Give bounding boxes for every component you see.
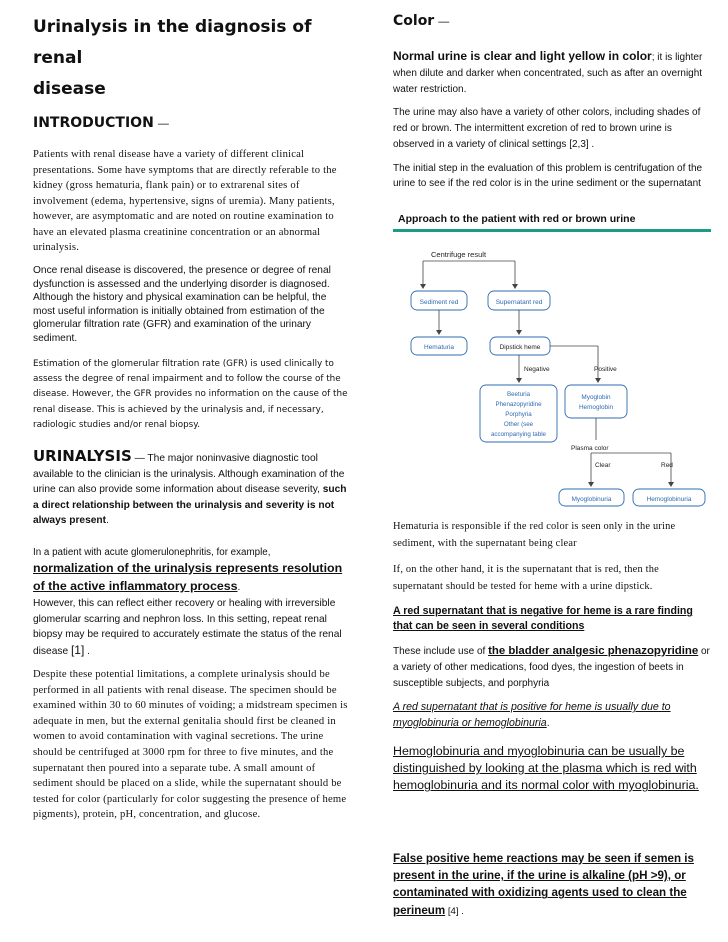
title-line-1: Urinalysis in the diagnosis of renal (33, 17, 312, 68)
diagram-title: Approach to the patient with red or brown urine (398, 213, 636, 225)
urinalysis-section (33, 449, 351, 529)
false-positive-text: False positive heme reactions may be seen if semen is present in the urine, if the urine is alkaline (pH >9), or contaminated with oxidizing agents used to clean the perineum (393, 852, 694, 917)
diagram-hemoglobinuria-label: Hemoglobinuria (646, 496, 692, 503)
gn-emphasis: normalization of the urinalysis represents resolution of the active inflammatory process (33, 561, 343, 593)
color-heading-text: Color (393, 13, 435, 29)
positive-heme-end: . (546, 716, 550, 729)
diagram-positive-label: Positive (594, 366, 617, 373)
other-hand-para: If, on the other hand, it is the supernatant that is red, then the supernatant should be tested for heme with a urine dipstick. (393, 564, 659, 592)
positive-heme-para (393, 700, 711, 731)
complete-urinalysis-para: Despite these potential limitations, a complete urinalysis should be performed in all patients with renal disease. The specimen should be examined within 30 to 60 minutes of voiding; a midstream specimen is adequate in men, but the external genitalia should first be cleaned in women to avoid contamination with vaginal secretions. The urine should be centrifuged at 3000 rpm for three to five minutes, and the supernatant then poured into a separate tube. A small amount of sediment should be placed on a slide, while the supernatant should be tested for color (particularly for color suggesting the presence of heme pigments), protein, pH, concentration, and glucose. (33, 669, 348, 821)
introduction-heading-text: INTRODUCTION (33, 115, 154, 131)
introduction-para-2: Once renal disease is discovered, the presence or degree of renal dysfunction is assessed and the underlying disorder is diagnosed. Although the history and physical examination can be helpful, the most useful information is initially obtained from estimation of the glomerular filtration rate (GFR) and examination of the urinary sediment. (33, 265, 331, 344)
color-heading-dash: — (438, 16, 450, 28)
urinalysis-heading: URINALYSIS (33, 447, 132, 465)
diagram-dipstick-label: Dipstick heme (499, 344, 541, 351)
include-lead: These include use of (393, 646, 489, 657)
flowchart-diagram (393, 208, 719, 508)
diagram-cause-item: accompanying table (490, 431, 547, 438)
diagram-hemoglobin-label: Hemoglobin (578, 404, 614, 411)
diagram-title-rule (393, 229, 711, 232)
diagram-plasma-color-label: Plasma color (571, 445, 609, 452)
page-title (33, 12, 351, 105)
introduction-para-3: Estimation of the glomerular filtration rate (GFR) is used clinically to assess the degree of renal impairment and to follow the course of the disease. However, the GFR provides no information on the cause of the renal disease. This is achieved by the urinalysis and, if necessary, radiologic studies and/or renal biopsy. (33, 359, 348, 430)
diagram-cause-item: Other (see (503, 421, 534, 428)
title-line-2: disease (33, 79, 106, 99)
gn-emphasis-end: . (237, 582, 241, 593)
diagram-cause-item: Phenazopyridine (495, 401, 542, 408)
diagram-arrowhead (512, 284, 518, 289)
gn-rest: However, this can reflect either recovery or healing with irreversible glomerular scarring and nephron loss. In this setting, repeat renal biopsy may be required to accurately estimate the status of the renal disease (33, 598, 342, 657)
urinalysis-intro-bold: such a direct relationship between the urinalysis and severity is not always present (33, 484, 347, 526)
gn-lead: In a patient with acute glomerulonephritis, for example, (33, 547, 271, 558)
diagram-hematuria-label: Hematuria (424, 344, 454, 351)
initial-step-para: The initial step in the evaluation of this problem is centrifugation of the urine to see if the red color is in the urine sediment or the supernatant (393, 163, 703, 189)
hematuria-para: Hematuria is responsible if the red color is seen only in the urine sediment, with the supernatant being clear (393, 521, 676, 549)
diagram-centrifuge-label: Centrifuge result (431, 250, 487, 259)
distinguish-para: Hemoglobinuria and myoglobinuria can be usually be distinguished by looking at the plasma which is red with hemoglobinuria and its normal color with myoglobinuria. (393, 744, 699, 793)
false-positive-ref: [4] . (445, 905, 464, 917)
rare-finding-para: A red supernatant that is negative for heme is a rare finding that can be seen in several conditions (393, 605, 693, 632)
normal-urine-para (393, 48, 711, 98)
include-bold: the bladder analgesic phenazopyridine (488, 645, 699, 657)
gn-paragraph (33, 546, 351, 659)
diagram-myo-hemo-box (565, 385, 627, 418)
diagram-arrowhead (516, 330, 522, 335)
diagram-supernatant-red-label: Supernatant red (495, 299, 543, 306)
diagram-cause-item: Porphyria (505, 411, 532, 418)
urinalysis-intro-end: . (106, 515, 109, 526)
diagram-sediment-red-label: Sediment red (419, 299, 459, 306)
diagram-arrowhead (436, 330, 442, 335)
introduction-heading (33, 114, 351, 132)
diagram-arrowhead (588, 482, 594, 487)
gn-ref-end: . (84, 645, 90, 657)
color-heading (393, 12, 711, 30)
introduction-para-1: Patients with renal disease have a variety of different clinical presentations. Some have symptoms that are directly referable to the kidney (gross hematuria, flank pain) or to extrarenal sites of involvement (edema, hypertensive, signs of uremia). Many patients, however, are asymptomatic and are noted on routine examination to have an elevated plasma creatinine concentration or an abnormal urinalysis. (33, 149, 337, 253)
diagram-arrowhead (668, 482, 674, 487)
positive-heme-text: A red supernatant that is positive for heme is usually due to myoglobinuria or hemoglobinuria (393, 701, 671, 729)
diagram-arrowhead (595, 378, 601, 383)
diagram-arrowhead (420, 284, 426, 289)
introduction-heading-dash: — (157, 118, 169, 130)
normal-urine-rest: ; it is lighter when dilute and darker when concentrated, such as after an overnight water restriction. (393, 52, 703, 95)
diagram-myoglobin-label: Myoglobin (581, 394, 611, 401)
gn-ref: [1] (70, 642, 85, 657)
color-variety-para: The urine may also have a variety of other colors, including shades of red or brown. The intermittent excretion of red to brown urine is observed in a variety of clinical settings [2,3] . (393, 107, 701, 150)
diagram-red-label: Red (661, 462, 673, 469)
diagram-myoglobinuria-label: Myoglobinuria (571, 496, 612, 503)
include-para (393, 643, 711, 692)
false-positive-para (393, 850, 711, 920)
include-rest: or a variety of other medications, food dyes, the ingestion of beets in susceptible subjects, and porphyria (393, 646, 710, 689)
urinalysis-intro: — The major noninvasive diagnostic tool available to the clinician is the urinalysis. Although examination of the urine can also provide some information about disease severity, (33, 453, 345, 495)
diagram-negative-label: Negative (524, 366, 550, 373)
diagram-cause-item: Beeturia (506, 391, 531, 398)
diagram-clear-label: Clear (595, 462, 611, 469)
normal-urine-bold: Normal urine is clear and light yellow in color (393, 49, 652, 63)
diagram-arrowhead (516, 378, 522, 383)
